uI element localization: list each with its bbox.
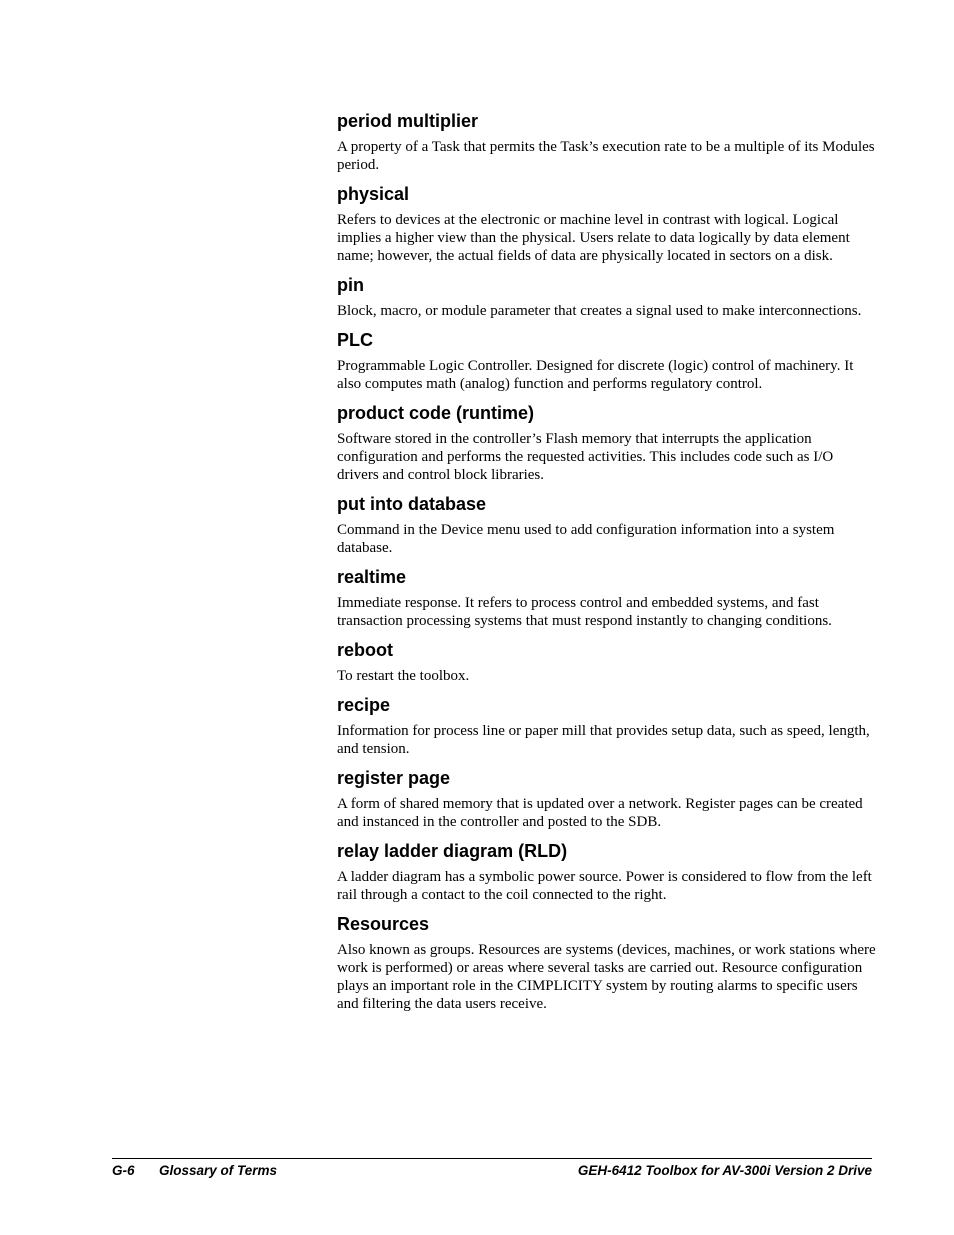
- glossary-entry-register-page: [337, 767, 877, 831]
- glossary-term: reboot: [337, 640, 393, 660]
- glossary-term: Resources: [337, 914, 430, 934]
- glossary-entry-period-multiplier: [337, 110, 877, 174]
- glossary-definition: To restart the toolbox.: [337, 668, 470, 684]
- footer-divider: [112, 1158, 872, 1159]
- glossary-definition: Programmable Logic Controller. Designed for discrete (logic) control of machinery. It also computes math (analog) function and performs regulatory control.: [337, 358, 854, 392]
- glossary-definition: Software stored in the controller’s Flash memory that interrupts the application configuration and performs the requested activities. This includes code such as I/O drivers and control block libraries.: [337, 431, 834, 483]
- glossary-definition: Immediate response. It refers to process control and embedded systems, and fast transaction processing systems that must respond instantly to changing conditions.: [337, 595, 832, 629]
- footer-section-title: Glossary of Terms: [159, 1163, 278, 1178]
- glossary-definition: Refers to devices at the electronic or machine level in contrast with logical. Logical implies a higher view than the physical. Users relate to data logically by data element name; however, the actual fields of data are physically located in sectors on a disk.: [337, 212, 850, 264]
- glossary-term: register page: [337, 768, 451, 788]
- glossary-definition: A form of shared memory that is updated over a network. Register pages can be created and instanced in the controller and posted to the SDB.: [337, 796, 863, 830]
- glossary-content: [337, 110, 877, 1022]
- glossary-entry-put-into-database: [337, 493, 877, 557]
- glossary-definition: A property of a Task that permits the Task’s execution rate to be a multiple of its Modules period.: [337, 139, 875, 173]
- glossary-definition: Command in the Device menu used to add configuration information into a system database.: [337, 522, 835, 556]
- glossary-term: product code (runtime): [337, 403, 534, 423]
- glossary-entry-resources: [337, 913, 877, 1013]
- glossary-term: PLC: [337, 330, 373, 350]
- glossary-entry-physical: [337, 183, 877, 265]
- glossary-entry-recipe: [337, 694, 877, 758]
- glossary-definition: Also known as groups. Resources are systems (devices, machines, or work stations where work is performed) or areas where several tasks are carried out. Resource configuration plays an important role in the CIMPLICITY system by routing alarms to specific users and filtering the data users receive.: [337, 942, 876, 1012]
- glossary-term: relay ladder diagram (RLD): [337, 841, 568, 861]
- glossary-term: realtime: [337, 567, 407, 587]
- glossary-definition: A ladder diagram has a symbolic power source. Power is considered to flow from the left rail through a contact to the coil connected to the right.: [337, 869, 872, 903]
- glossary-entry-product-code: [337, 402, 877, 484]
- glossary-entry-plc: [337, 329, 877, 393]
- glossary-term: period multiplier: [337, 111, 479, 131]
- footer-page-number: G-6: [112, 1163, 135, 1178]
- page-footer: [112, 1162, 872, 1180]
- glossary-definition: Information for process line or paper mill that provides setup data, such as speed, length, and tension.: [337, 723, 870, 757]
- glossary-term: recipe: [337, 695, 391, 715]
- glossary-entry-relay-ladder-diagram: [337, 840, 877, 904]
- glossary-entry-realtime: [337, 566, 877, 630]
- footer-document-title: GEH-6412 Toolbox for AV-300i Version 2 Drive: [577, 1163, 872, 1178]
- glossary-term: pin: [337, 275, 364, 295]
- glossary-entry-reboot: [337, 639, 877, 685]
- glossary-term: physical: [337, 184, 410, 204]
- glossary-entry-pin: [337, 274, 877, 320]
- glossary-term: put into database: [337, 494, 487, 514]
- glossary-definition: Block, macro, or module parameter that creates a signal used to make interconnections.: [337, 303, 862, 319]
